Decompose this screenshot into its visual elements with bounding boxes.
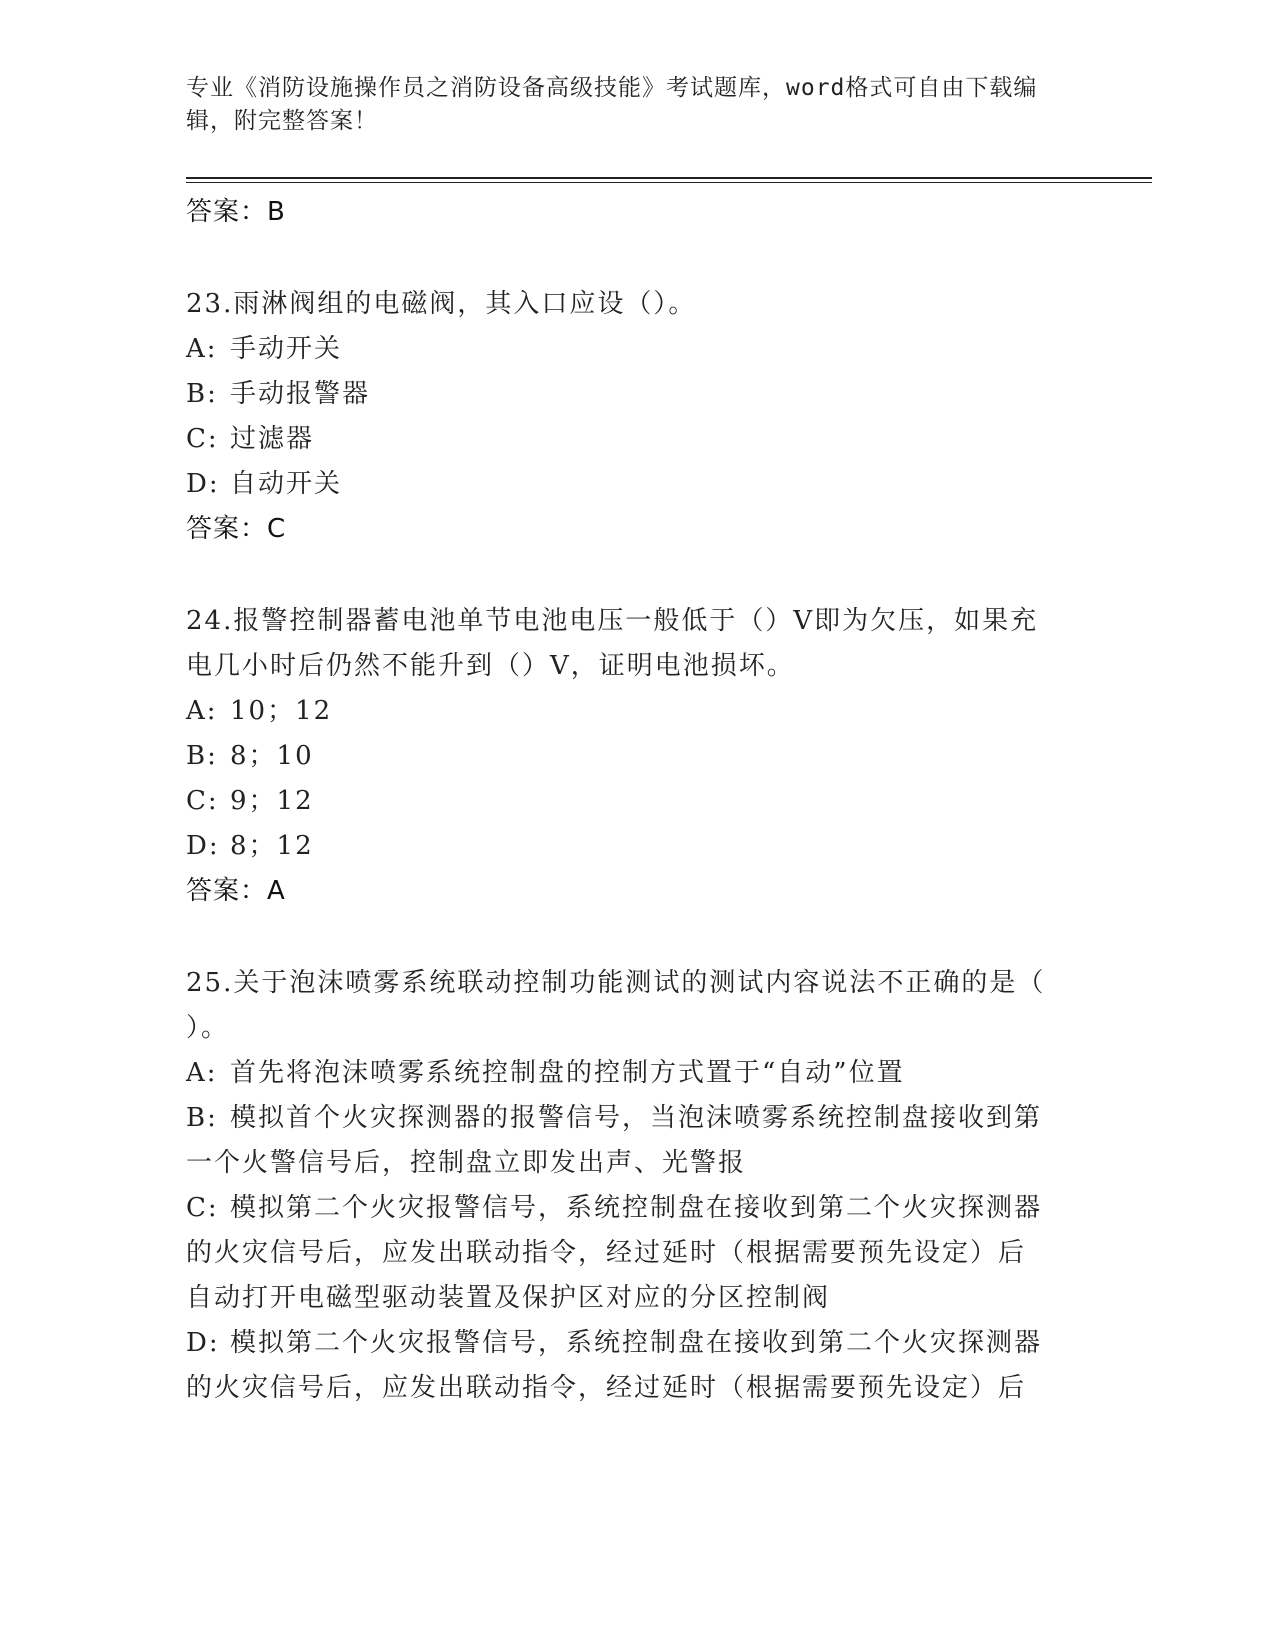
page-header [186, 72, 1066, 138]
option-letter: B: [186, 379, 218, 409]
option-text: 过滤器 [230, 424, 315, 454]
answer-23: 答案：C [186, 514, 287, 544]
question-stem: 23.雨淋阀组的电磁阀，其入口应设（）。 [186, 289, 697, 319]
header-line-1: 专业《消防设施操作员之消防设备高级技能》考试题库，word格式可自由下载编 [186, 75, 1038, 101]
answer-24: 答案：A [186, 876, 286, 906]
option-a [186, 1051, 1066, 1096]
question-stem-line-2: ）。 [186, 1013, 230, 1043]
option-text-continued: 一个火警信号后，控制盘立即发出声、光警报 [186, 1148, 747, 1178]
option-b [186, 1096, 1066, 1186]
option-a [186, 327, 1066, 372]
option-d [186, 1321, 1066, 1411]
option-letter: D: [186, 1328, 220, 1358]
spacer [186, 552, 1066, 599]
option-c [186, 1186, 1066, 1321]
option-text: 10；12 [230, 696, 333, 726]
option-letter: B: [186, 741, 218, 771]
header-divider-thin [186, 182, 1152, 183]
question-stem-line-1: 24.报警控制器蓄电池单节电池电压一般低于（）V即为欠压，如果充 [186, 606, 1039, 636]
previous-answer: 答案：B [186, 197, 286, 227]
option-text: 8；10 [230, 741, 314, 771]
option-text-continued: 的火灾信号后，应发出联动指令，经过延时（根据需要预先设定）后 [186, 1373, 1027, 1403]
option-text: 模拟第二个火灾报警信号，系统控制盘在接收到第二个火灾探测器 [230, 1328, 1043, 1358]
question-25 [186, 961, 1066, 1411]
option-letter: C: [186, 1193, 219, 1223]
question-24 [186, 599, 1066, 869]
option-letter: C: [186, 786, 219, 816]
option-text: 首先将泡沫喷雾系统控制盘的控制方式置于“自动”位置 [230, 1058, 905, 1088]
option-text: 模拟第二个火灾报警信号，系统控制盘在接收到第二个火灾探测器 [230, 1193, 1043, 1223]
option-text-continued: 的火灾信号后，应发出联动指令，经过延时（根据需要预先设定）后 [186, 1238, 1027, 1268]
option-b [186, 372, 1066, 417]
option-text: 9；12 [230, 786, 314, 816]
option-d [186, 462, 1066, 507]
spacer [186, 914, 1066, 961]
option-text: 手动报警器 [230, 379, 371, 409]
header-divider-thick [186, 177, 1152, 179]
option-text: 模拟首个火灾探测器的报警信号，当泡沫喷雾系统控制盘接收到第 [230, 1103, 1043, 1133]
question-stem-line-2: 电几小时后仍然不能升到（）V，证明电池损坏。 [186, 651, 795, 681]
option-letter: A: [186, 1058, 218, 1088]
option-d [186, 824, 1066, 869]
option-text: 自动开关 [230, 469, 343, 499]
header-line-2: 辑，附完整答案！ [186, 108, 378, 134]
question-content [186, 190, 1066, 1411]
option-letter: B: [186, 1103, 218, 1133]
option-b [186, 734, 1066, 779]
option-letter: A: [186, 334, 218, 364]
option-text-continued: 自动打开电磁型驱动装置及保护区对应的分区控制阀 [186, 1283, 831, 1313]
option-letter: A: [186, 696, 218, 726]
spacer [186, 235, 1066, 282]
option-text: 8；12 [230, 831, 314, 861]
question-stem-line-1: 25.关于泡沫喷雾系统联动控制功能测试的测试内容说法不正确的是（ [186, 968, 1046, 998]
option-letter: D: [186, 831, 220, 861]
option-letter: D: [186, 469, 220, 499]
option-c [186, 417, 1066, 462]
option-a [186, 689, 1066, 734]
option-letter: C: [186, 424, 219, 454]
option-c [186, 779, 1066, 824]
question-23 [186, 282, 1066, 507]
option-text: 手动开关 [230, 334, 343, 364]
